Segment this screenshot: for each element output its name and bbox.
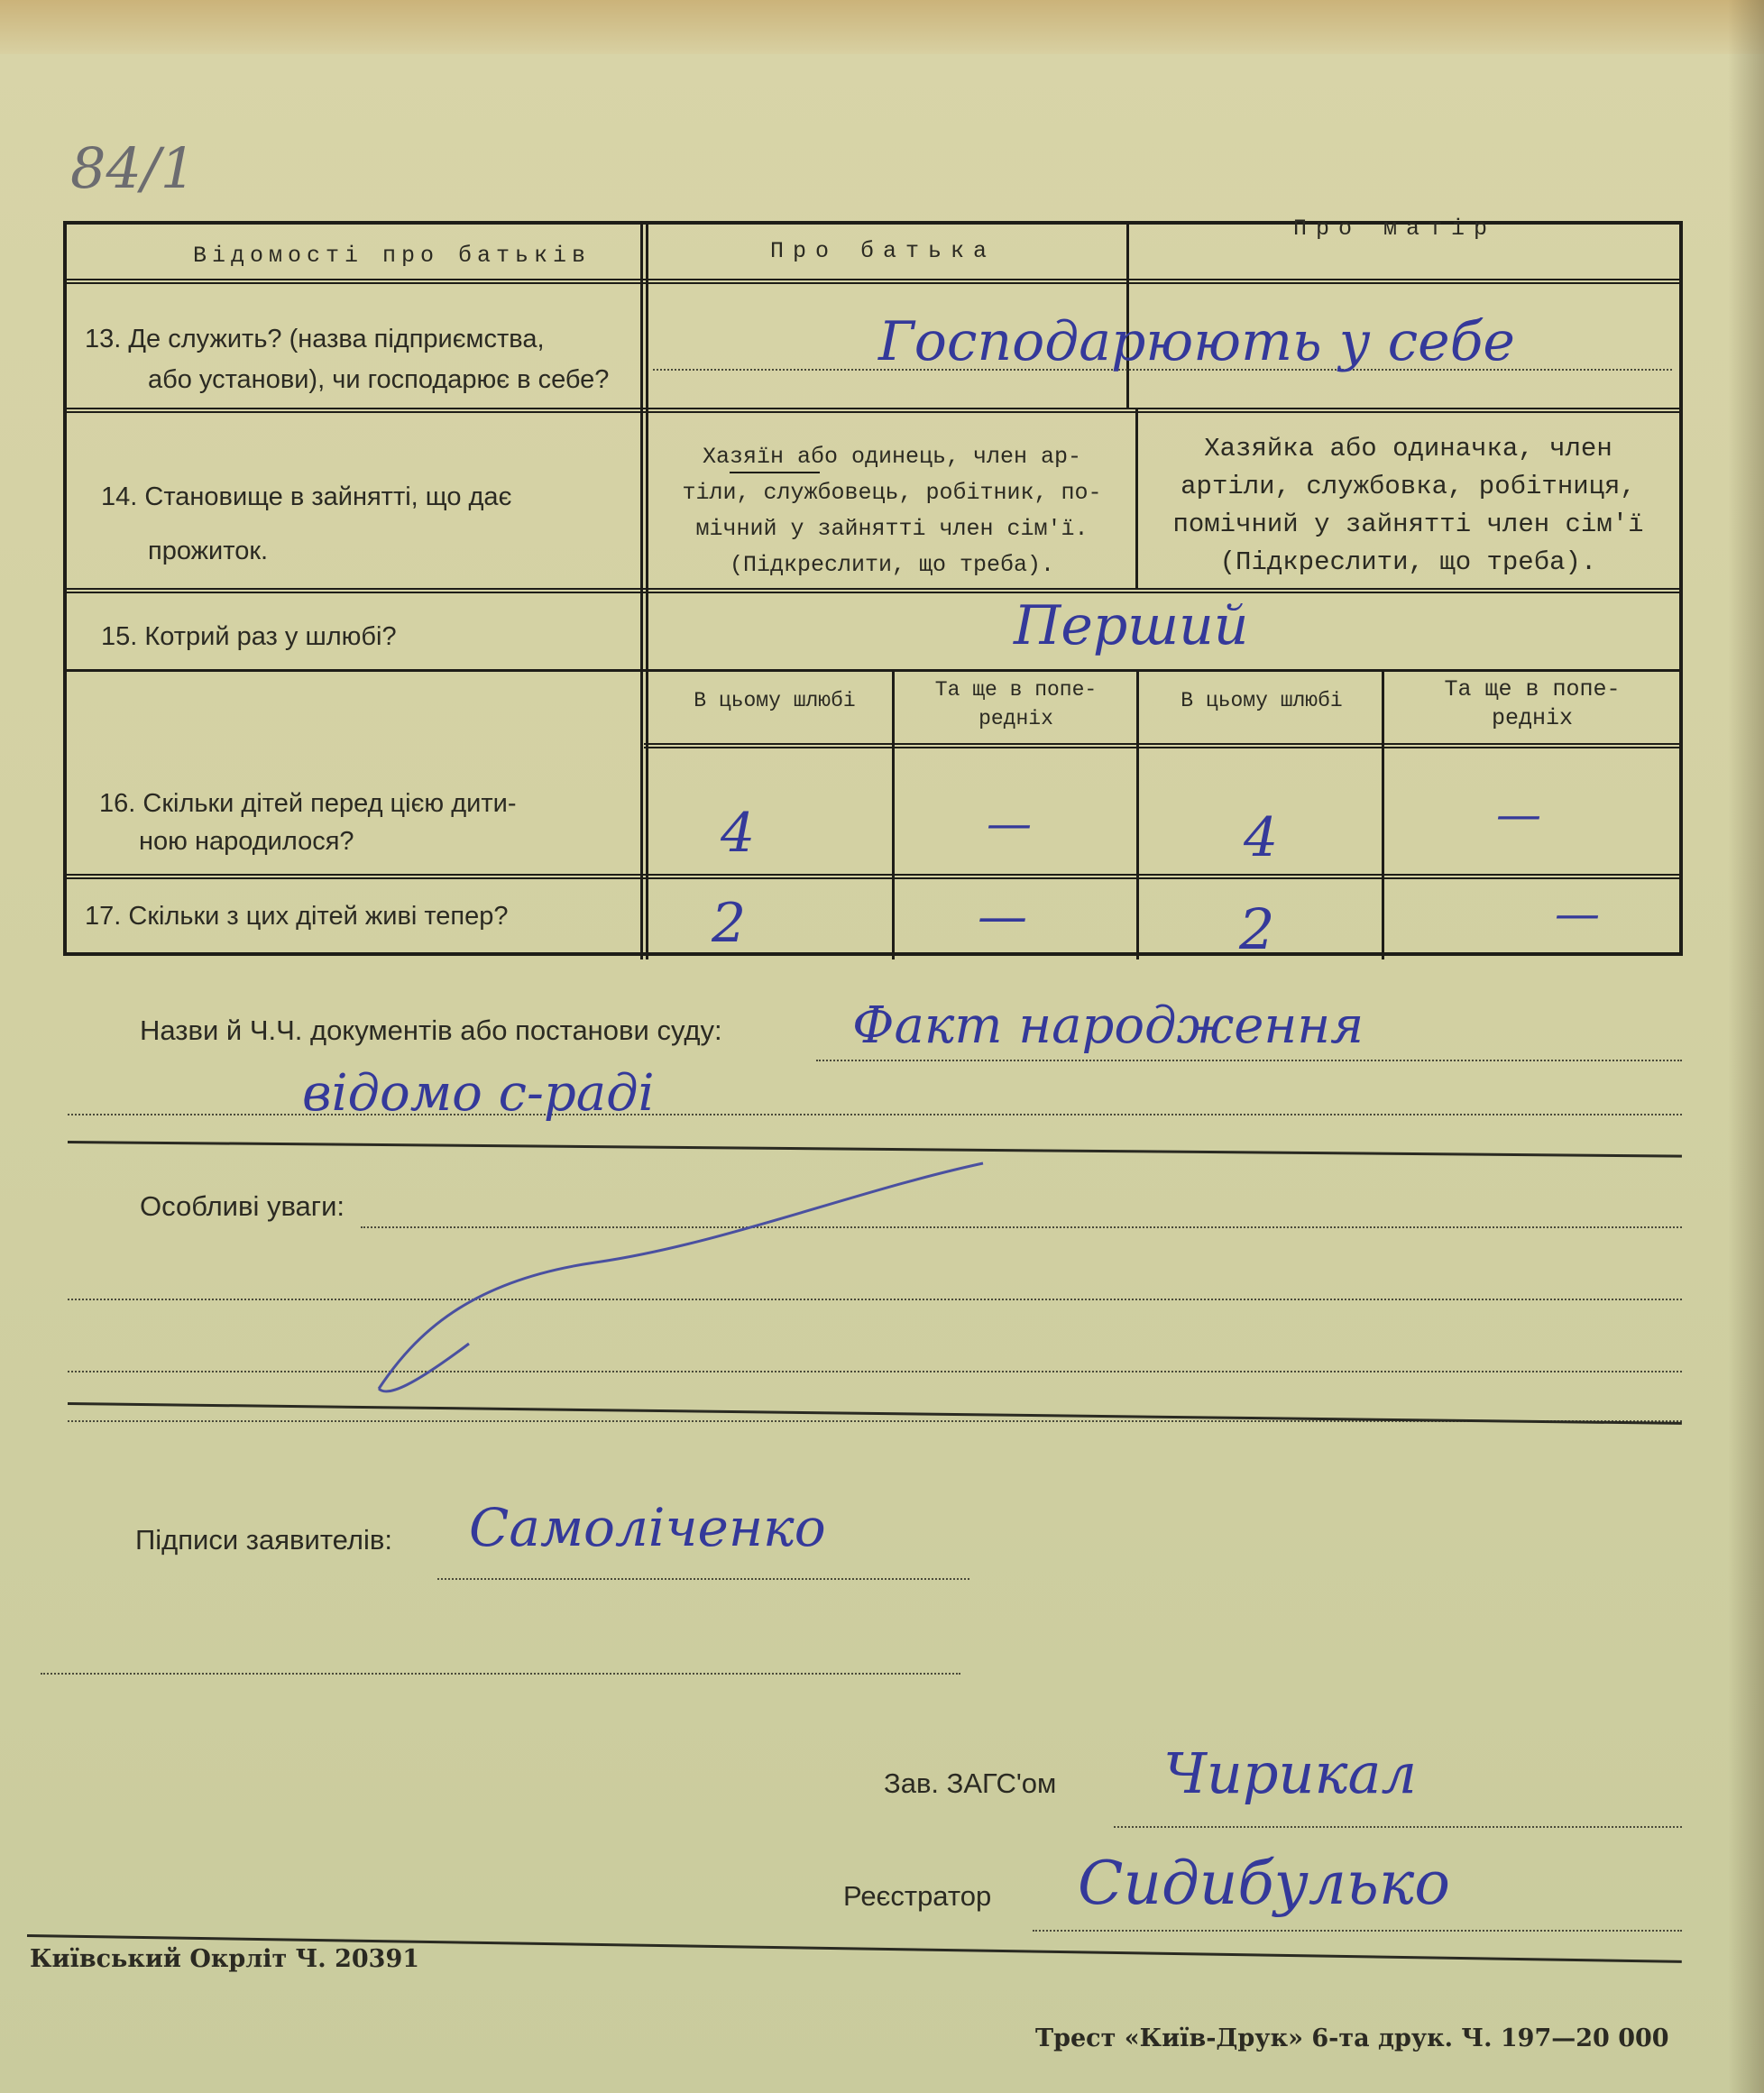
col0-divider-2 — [646, 225, 648, 959]
documents-label: Назви й Ч.Ч. документів або постанови суду: — [140, 1014, 722, 1046]
row16-father-this: 4 — [721, 802, 756, 865]
cross-out-stroke — [361, 1154, 992, 1407]
remarks-label: Особливі уваги: — [140, 1190, 345, 1222]
father-subcol-divider — [892, 671, 895, 959]
row13-answer: Господарюють у себе — [878, 310, 1515, 373]
father-previous-header-line1: Та ще в попе- — [934, 678, 1098, 702]
parents-info-table — [63, 216, 1683, 962]
registrar-signature: Сидибулько — [1078, 1849, 1451, 1918]
row17-father-prev: — — [978, 887, 1027, 945]
row14-mother-line: Хазяйка або одиначка, член — [1204, 434, 1612, 464]
row16-divider — [67, 874, 1679, 883]
row14-question-line2: прожиток. — [148, 537, 269, 565]
row14-mother-line: артіли, службовка, робітниця, — [1181, 472, 1636, 501]
header-divider — [67, 279, 1679, 288]
row16-mother-this: 4 — [1244, 806, 1279, 869]
documents-line1 — [816, 1060, 1682, 1061]
row17-question: 17. Скільки з цих дітей живі тепер? — [85, 902, 509, 931]
header-about-mother: Про матір — [1293, 216, 1497, 242]
documents-value-line2: відомо с-раді — [302, 1064, 655, 1123]
row13-question-line2: або установи), чи господарює в себе? — [148, 365, 610, 394]
row14-mother-line: помічний у зайнятті член сім'ї — [1172, 509, 1644, 539]
page-right-edge — [1728, 0, 1764, 2093]
row17-mother-this: 2 — [1239, 896, 1275, 962]
registrar-label: Реєстратор — [843, 1880, 992, 1912]
col1-divider-row14 — [1135, 409, 1138, 590]
mother-previous-header — [1388, 675, 1677, 733]
row14-question-line1: 14. Становище в зайнятті, що дає — [101, 482, 512, 511]
page-top-edge — [0, 0, 1764, 54]
row14-mother-line: (Підкреслити, що треба). — [1219, 547, 1597, 577]
row16-father-prev: — — [987, 797, 1032, 849]
mother-previous-header-line2: редніх — [1491, 705, 1573, 731]
zags-head-signature: Чирикал — [1163, 1740, 1417, 1806]
documents-value-line1: Факт народження — [852, 996, 1364, 1055]
registrar-line — [1033, 1930, 1682, 1932]
row13-divider — [67, 408, 1679, 417]
father-this-marriage-header: В цьому шлюбі — [694, 689, 856, 712]
row15-question: 15. Котрий раз у шлюбі? — [101, 622, 397, 651]
footer-printer-right: Трест «Київ-Друк» 6-та друк. Ч. 197—20 000 — [1035, 2024, 1669, 2052]
zags-head-label: Зав. ЗАГС'ом — [884, 1767, 1057, 1799]
applicants-line1 — [437, 1578, 969, 1580]
row15-divider — [67, 669, 1679, 672]
row14-father-line: (Підкреслити, що треба). — [729, 552, 1055, 578]
corner-note: 84/1 — [70, 135, 197, 201]
mother-previous-header-line1: Та ще в попе- — [1444, 676, 1621, 702]
mother-this-marriage-header: В цьому шлюбі — [1181, 689, 1343, 712]
header-about-father: Про батька — [770, 238, 997, 264]
row14-father-options — [662, 439, 1122, 583]
row16-question-line1: 16. Скільки дітей перед цією дити- — [99, 789, 517, 818]
father-previous-header-line2: редніх — [978, 707, 1053, 730]
header-parents-info: Відомості про батьків — [193, 243, 592, 269]
row14-father-line: Хазяїн або одинець, член ар- — [702, 444, 1082, 470]
row16-question-line2: ною народилося? — [139, 827, 354, 856]
row17-father-this: 2 — [712, 892, 747, 955]
mother-subcol-divider — [1382, 671, 1384, 959]
applicants-signature: Самоліченко — [469, 1497, 826, 1558]
applicants-line2 — [41, 1673, 960, 1675]
row15-answer: Перший — [1014, 594, 1249, 657]
row14-divider — [67, 588, 1679, 597]
footer-printer-left: Київський Окрліт Ч. 20391 — [30, 1945, 420, 1973]
row14-father-line: мічний у зайнятті член сім'ї. — [695, 516, 1089, 542]
row14-father-line: тіли, службовець, робітник, по- — [682, 480, 1102, 506]
row16-mother-prev: — — [1496, 788, 1541, 840]
row17-mother-prev: — — [1555, 887, 1600, 940]
row13-question-line1: 13. Де служить? (назва підприємства, — [85, 325, 545, 353]
zags-head-line — [1114, 1826, 1682, 1828]
applicants-label: Підписи заявителів: — [135, 1524, 392, 1556]
father-previous-header — [901, 675, 1131, 733]
col1-divider-bottom — [1136, 671, 1139, 959]
col0-divider — [640, 225, 643, 959]
khaziain-underline — [730, 472, 820, 473]
row14-mother-options — [1144, 430, 1672, 582]
subheader-divider — [644, 743, 1679, 752]
